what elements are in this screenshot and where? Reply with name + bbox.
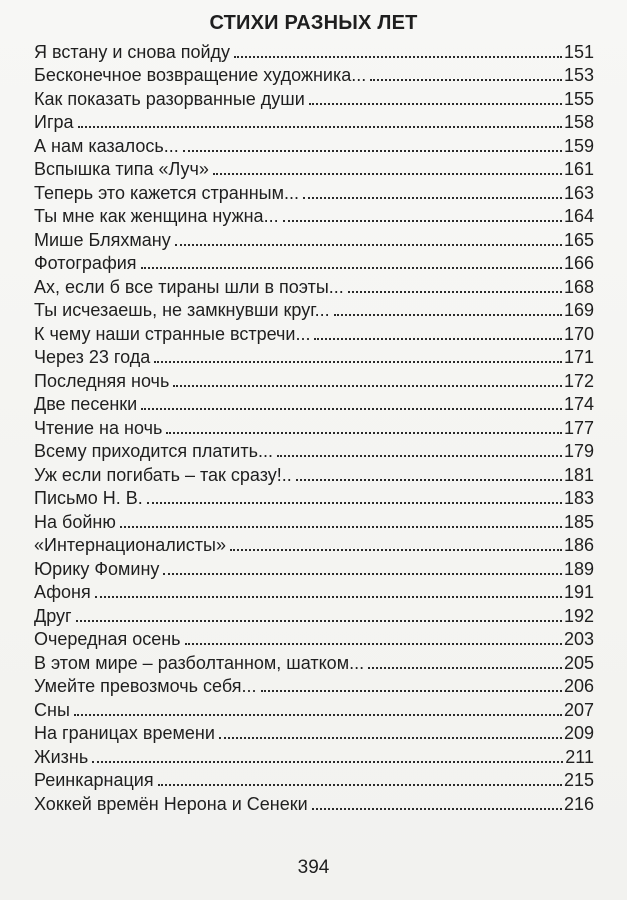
toc-entry bbox=[34, 320, 594, 344]
entry-page: 161 bbox=[563, 159, 594, 179]
entry-title: Всему приходится платить... bbox=[34, 441, 273, 461]
entry-page: 192 bbox=[563, 605, 594, 626]
entry-title: Юрику Фомину bbox=[34, 558, 160, 579]
entry-title: Уж если погибать – так сразу!.. bbox=[34, 464, 292, 485]
dot-leader bbox=[95, 596, 562, 598]
dot-leader bbox=[120, 526, 562, 528]
toc-entry bbox=[34, 649, 594, 673]
entry-page: 158 bbox=[563, 112, 594, 132]
toc-entry bbox=[34, 344, 594, 368]
toc-entry bbox=[34, 579, 594, 603]
toc-entry bbox=[34, 203, 594, 227]
toc-entry bbox=[34, 132, 594, 156]
entry-title: Письмо Н. В. bbox=[34, 488, 143, 508]
entry-page: 151 bbox=[563, 41, 594, 62]
entry-title: Мише Бляхману bbox=[34, 229, 171, 250]
entry-page: 166 bbox=[563, 253, 594, 273]
toc-entry bbox=[34, 156, 594, 180]
entry-page: 185 bbox=[563, 511, 594, 532]
entry-page: 211 bbox=[565, 746, 594, 767]
section-title: СТИХИ РАЗНЫХ ЛЕТ bbox=[209, 12, 418, 34]
toc-entry bbox=[34, 273, 594, 297]
toc-entry bbox=[34, 508, 594, 532]
toc-entry bbox=[34, 62, 594, 86]
dot-leader bbox=[277, 455, 562, 457]
entry-page: 174 bbox=[563, 394, 594, 414]
toc-entry bbox=[34, 438, 594, 462]
entry-page: 153 bbox=[563, 65, 594, 85]
entry-page: 172 bbox=[563, 370, 594, 391]
entry-title: Ты мне как женщина нужна... bbox=[34, 206, 279, 226]
entry-title: Как показать разорванные души bbox=[34, 88, 305, 109]
entry-page: 203 bbox=[563, 629, 594, 649]
entry-title: «Интернационалисты» bbox=[34, 535, 226, 555]
entry-title: Хоккей времён Нерона и Сенеки bbox=[34, 793, 308, 814]
dot-leader bbox=[183, 150, 562, 152]
page-number: 394 bbox=[297, 857, 330, 878]
dot-leader bbox=[141, 408, 562, 410]
entry-page: 215 bbox=[563, 770, 594, 790]
dot-leader bbox=[166, 432, 562, 434]
toc-entry bbox=[34, 367, 594, 391]
table-of-contents bbox=[34, 38, 594, 814]
entry-page: 209 bbox=[563, 723, 594, 743]
dot-leader bbox=[309, 103, 562, 105]
toc-entry bbox=[34, 250, 594, 274]
dot-leader bbox=[314, 338, 561, 340]
entry-title: Афоня bbox=[34, 582, 91, 602]
entry-page: 170 bbox=[563, 323, 594, 344]
entry-title: На границах времени bbox=[34, 723, 215, 743]
toc-entry bbox=[34, 109, 594, 133]
entry-title: Вспышка типа «Луч» bbox=[34, 159, 209, 179]
entry-title: К чему наши странные встречи... bbox=[34, 323, 311, 344]
toc-entry bbox=[34, 673, 594, 697]
entry-page: 181 bbox=[563, 464, 594, 485]
entry-title: Умейте превозмочь себя... bbox=[34, 676, 257, 696]
dot-leader bbox=[296, 479, 562, 481]
toc-entry bbox=[34, 790, 594, 814]
entry-page: 171 bbox=[563, 347, 594, 367]
entry-title: А нам казалось... bbox=[34, 135, 179, 156]
dot-leader bbox=[334, 314, 562, 316]
dot-leader bbox=[76, 620, 562, 622]
entry-title: Жизнь bbox=[34, 746, 89, 767]
entry-page: 163 bbox=[563, 182, 594, 203]
entry-page: 186 bbox=[563, 535, 594, 555]
toc-entry bbox=[34, 532, 594, 556]
dot-leader bbox=[78, 126, 562, 128]
toc-entry bbox=[34, 555, 594, 579]
entry-page: 183 bbox=[563, 488, 594, 508]
entry-title: Я встану и снова пойду bbox=[34, 41, 231, 62]
toc-entry bbox=[34, 391, 594, 415]
dot-leader bbox=[213, 173, 562, 175]
entry-page: 191 bbox=[563, 582, 594, 602]
dot-leader bbox=[175, 244, 562, 246]
dot-leader bbox=[154, 361, 562, 363]
entry-title: Ах, если б все тираны шли в поэты... bbox=[34, 276, 344, 297]
toc-entry bbox=[34, 38, 594, 62]
entry-page: 159 bbox=[563, 135, 594, 156]
toc-entry bbox=[34, 743, 594, 767]
dot-leader bbox=[163, 573, 562, 575]
toc-entry bbox=[34, 720, 594, 744]
toc-entry bbox=[34, 696, 594, 720]
toc-entry bbox=[34, 461, 594, 485]
entry-page: 155 bbox=[563, 88, 594, 109]
dot-leader bbox=[230, 549, 562, 551]
entry-title: На бойню bbox=[34, 511, 116, 532]
entry-page: 216 bbox=[563, 793, 594, 814]
entry-title: Бесконечное возвращение художника... bbox=[34, 65, 367, 85]
toc-entry bbox=[34, 626, 594, 650]
dot-leader bbox=[92, 761, 563, 763]
entry-page: 169 bbox=[563, 300, 594, 320]
entry-title: Две песенки bbox=[34, 394, 138, 414]
dot-leader bbox=[261, 690, 562, 692]
toc-entry bbox=[34, 767, 594, 791]
entry-title: Друг bbox=[34, 605, 72, 626]
toc-entry bbox=[34, 179, 594, 203]
dot-leader bbox=[370, 79, 562, 81]
toc-entry bbox=[34, 485, 594, 509]
dot-leader bbox=[234, 56, 562, 58]
entry-page: 168 bbox=[563, 276, 594, 297]
toc-entry bbox=[34, 297, 594, 321]
entry-title: Игра bbox=[34, 112, 74, 132]
dot-leader bbox=[185, 643, 562, 645]
entry-title: Очередная осень bbox=[34, 629, 181, 649]
toc-entry bbox=[34, 602, 594, 626]
dot-leader bbox=[368, 667, 562, 669]
entry-page: 206 bbox=[563, 676, 594, 696]
entry-title: В этом мире – разболтанном, шатком... bbox=[34, 652, 365, 673]
entry-title: Сны bbox=[34, 699, 70, 720]
entry-title: Последняя ночь bbox=[34, 370, 170, 391]
toc-entry bbox=[34, 85, 594, 109]
entry-page: 164 bbox=[563, 206, 594, 226]
dot-leader bbox=[74, 714, 562, 716]
dot-leader bbox=[158, 784, 562, 786]
dot-leader bbox=[141, 267, 562, 269]
entry-page: 189 bbox=[563, 558, 594, 579]
dot-leader bbox=[283, 220, 562, 222]
entry-page: 205 bbox=[563, 652, 594, 673]
dot-leader bbox=[312, 808, 562, 810]
entry-title: Ты исчезаешь, не замкнувши круг... bbox=[34, 300, 330, 320]
dot-leader bbox=[303, 197, 562, 199]
entry-title: Реинкарнация bbox=[34, 770, 154, 790]
entry-title: Через 23 года bbox=[34, 347, 151, 367]
entry-page: 177 bbox=[563, 417, 594, 438]
entry-page: 179 bbox=[563, 441, 594, 461]
dot-leader bbox=[147, 502, 562, 504]
dot-leader bbox=[173, 385, 562, 387]
entry-title: Чтение на ночь bbox=[34, 417, 163, 438]
entry-title: Фотография bbox=[34, 253, 137, 273]
entry-title: Теперь это кажется странным... bbox=[34, 182, 299, 203]
toc-entry bbox=[34, 226, 594, 250]
toc-entry bbox=[34, 414, 594, 438]
dot-leader bbox=[348, 291, 562, 293]
entry-page: 207 bbox=[563, 699, 594, 720]
dot-leader bbox=[219, 737, 562, 739]
entry-page: 165 bbox=[563, 229, 594, 250]
